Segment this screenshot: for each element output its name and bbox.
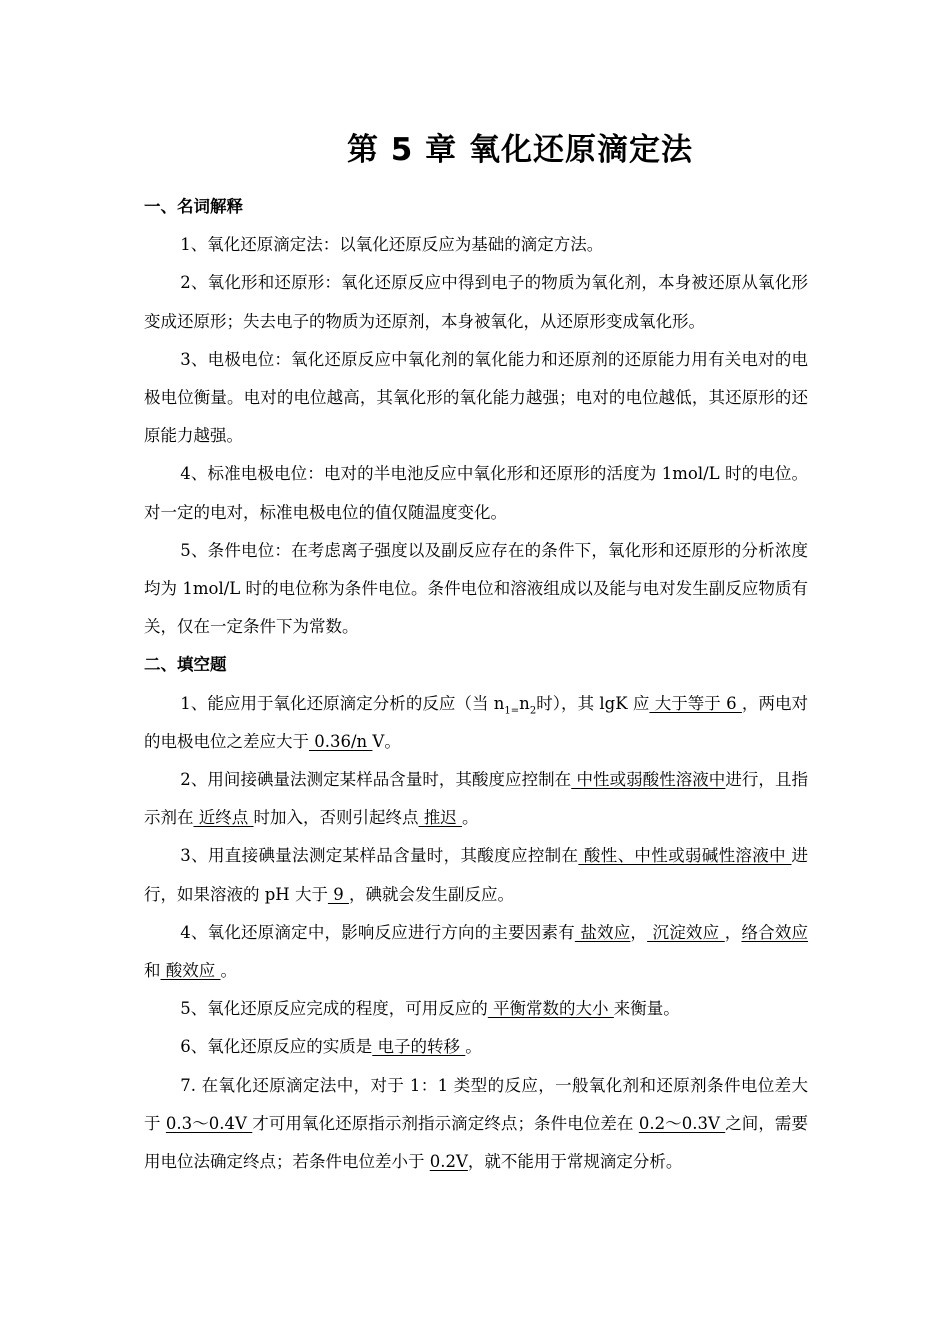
subscript: 1= [504,704,520,716]
question-text: ， [724,922,742,942]
question-text: 。 [220,961,237,981]
question-text: ， [630,922,648,942]
answer-blank: 酸效应 [160,961,221,981]
question-text: 进行，如果溶液的 pH 大于 [144,846,808,904]
definition-item: 3、电极电位：氧化还原反应中氧化剂的氧化能力和还原剂的还原能力用有关电对的电极电位衡量。电对的电位越高，其氧化形的氧化能力越强；电对的电位越低，其还原形的还原能力越强。 [144,349,808,446]
definition-item: 1、氧化还原滴定法：以氧化还原反应为基础的滴定方法。 [180,235,604,255]
question-text: 2、用间接碘量法测定某样品含量时，其酸度应控制在 [180,770,572,790]
fill-question-5 [144,990,808,1028]
chapter-title: 第 5 章 氧化还原滴定法 [347,132,693,168]
question-text: 。 [462,808,479,828]
question-text: 来衡量。 [613,999,680,1019]
definition-item: 5、条件电位：在考虑离子强度以及副反应存在的条件下，氧化形和还原形的分析浓度均为 1mol/L 时的电位称为条件电位。条件电位和溶液组成以及能与电对发生副反应物质有关，仅在一定条件下为常数。 [144,540,808,637]
question-text: V。 [372,731,401,751]
question-text: 进行，且指示剂在 [144,770,809,828]
question-text: 4、氧化还原滴定中，影响反应进行方向的主要因素有 [180,922,575,942]
answer-blank: 络合效应 [741,922,809,942]
answer-blank: 0.36/n [309,731,373,751]
fill-question-1 [144,685,808,761]
section-heading-definitions: 一、名词解释 [144,197,243,216]
answer-blank: 0.2～0.3V [638,1113,726,1133]
question-text: 7. 在氧化还原滴定法中，对于 1：1 类型的反应，一般氧化剂和还原剂条件电位差大于 [144,1075,808,1133]
answer-blank: 0.2V [429,1152,468,1172]
answer-blank: 推迟 [418,808,462,828]
fill-question-6 [144,1028,808,1066]
fill-question-4 [144,914,808,990]
answer-blank: 酸性、中性或弱碱性溶液中 [578,846,792,866]
question-text: 1、能应用于氧化还原滴定分析的反应（当 n [180,693,505,713]
answer-blank: 近终点 [193,808,254,828]
answer-blank: 电子的转移 [372,1037,466,1057]
question-text: 才可用氧化还原指示剂指示滴定终点；条件电位差在 [252,1113,639,1133]
question-text: ，就不能用于常规滴定分析。 [467,1152,683,1172]
document-body [144,188,808,1181]
fill-question-3 [144,837,808,913]
answer-blank: 中性或弱酸性溶液中 [571,770,726,790]
answer-blank: 平衡常数的大小 [487,999,614,1019]
question-text: 之间，需要用电位法确定终点；若条件电位差小于 [144,1113,809,1172]
answer-blank: 0.3～0.4V [165,1113,253,1133]
answer-blank: 盐效应 [574,922,631,942]
question-text: 时），其 lgK 应 [536,693,650,713]
question-text: ，两电对的电极电位之差应大于 [144,693,809,751]
question-text: n [519,693,530,713]
question-text: 6、氧化还原反应的实质是 [180,1037,373,1057]
question-text: 5、氧化还原反应完成的程度，可用反应的 [180,999,488,1019]
answer-blank: 9 [327,884,349,904]
definition-item: 2、氧化形和还原形：氧化还原反应中得到电子的物质为氧化剂，本身被还原从氧化形变成还原形；失去电子的物质为还原剂，本身被氧化，从还原形变成氧化形。 [144,273,808,331]
fill-question-2 [144,761,808,837]
question-text: 时加入，否则引起终点 [253,808,419,828]
fill-question-7 [144,1067,808,1182]
definition-item: 4、标准电极电位：电对的半电池反应中氧化形和还原形的活度为 1mol/L 时的电位。对一定的电对，标准电极电位的值仅随温度变化。 [144,464,808,522]
question-text: 和 [144,961,161,981]
question-text: ，碘就会发生副反应。 [348,884,514,904]
question-text: 3、用直接碘量法测定某样品含量时，其酸度应控制在 [180,846,579,866]
subscript: 2 [529,704,537,716]
question-text: 。 [465,1037,482,1057]
section-heading-fill-in: 二、填空题 [144,655,227,675]
answer-blank: 沉淀效应 [647,922,725,942]
answer-blank: 大于等于 6 [649,693,742,713]
